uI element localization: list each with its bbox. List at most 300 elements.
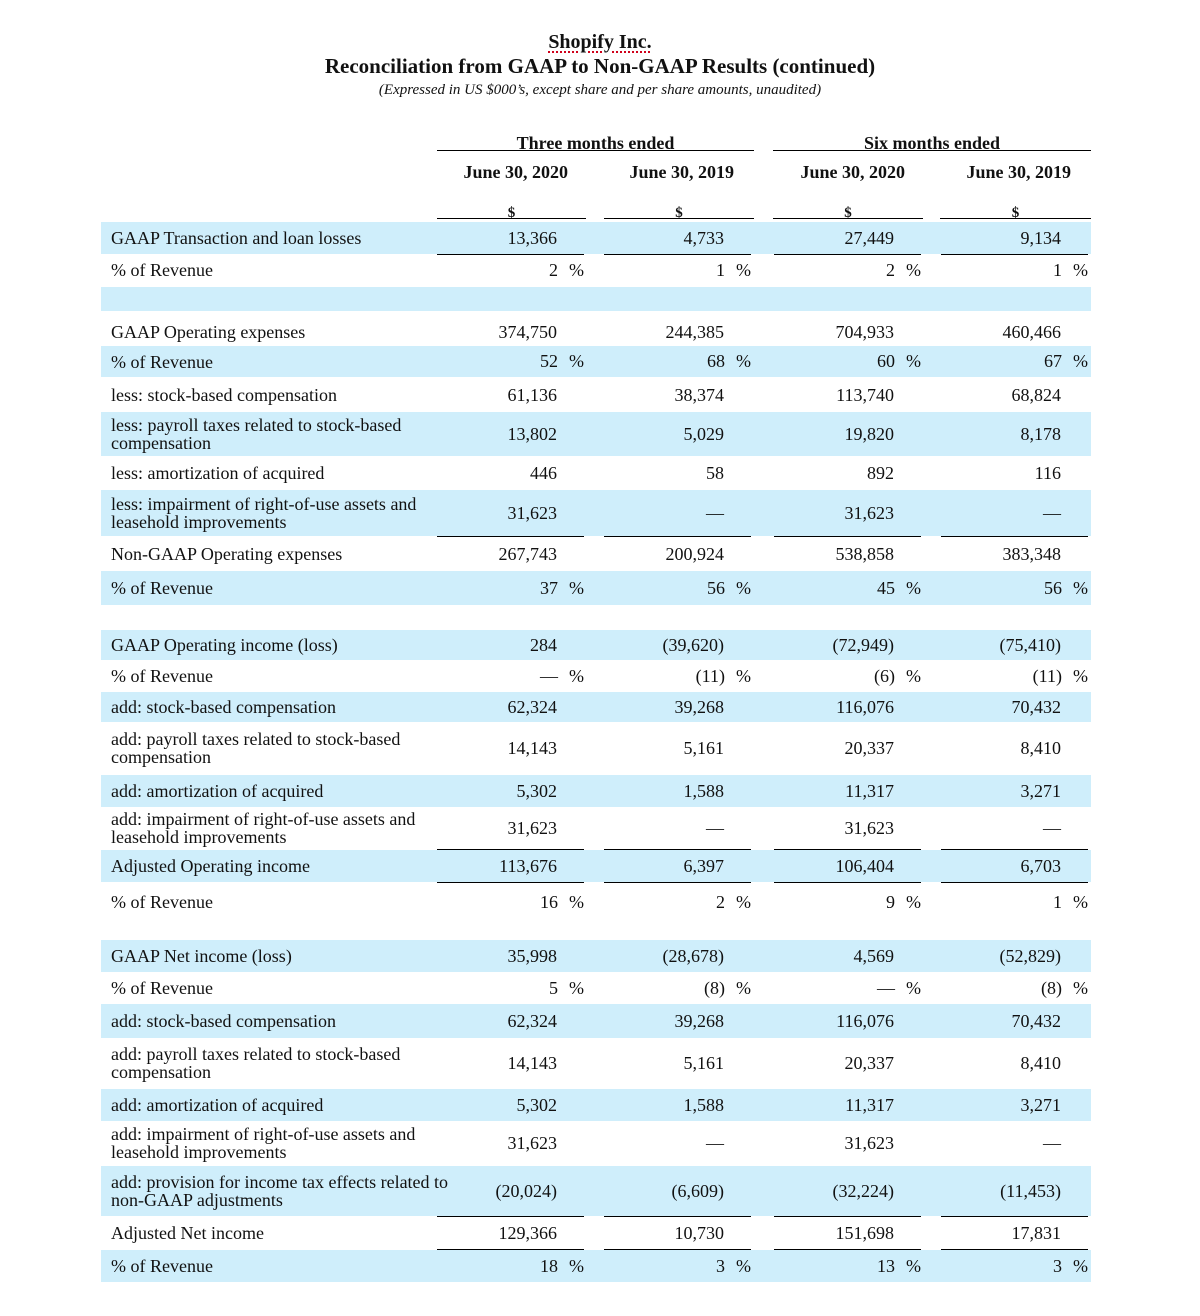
group-header-six-months: Six months ended: [773, 130, 1091, 151]
cell-value: —: [706, 502, 724, 523]
cell-value: 5,302: [516, 780, 557, 801]
cell-value: 5: [549, 977, 558, 998]
cell-value: 4,569: [853, 945, 894, 966]
value-cell: [604, 222, 751, 255]
row-label: add: payroll taxes related to stock-based compensation: [111, 1044, 401, 1082]
value-cell: [437, 807, 584, 850]
percent-sign: %: [1073, 977, 1088, 998]
row-label: less: amortization of acquired: [111, 463, 325, 483]
cell-value: 1: [716, 259, 725, 280]
row-label: GAAP Operating income (loss): [111, 635, 338, 655]
spacer-row: [101, 287, 1091, 311]
cell-value: (32,224): [832, 1180, 894, 1201]
row-label: add: impairment of right-of-use assets and leasehold improvements: [111, 1124, 416, 1162]
table-row: [101, 1166, 1091, 1216]
percent-sign: %: [569, 259, 584, 280]
value-cell: [774, 457, 921, 489]
cell-value: 9: [886, 891, 895, 912]
table-row: [101, 1217, 1091, 1249]
value-cell: [774, 882, 921, 922]
cell-value: 31,623: [507, 502, 557, 523]
cell-value: 20,337: [844, 737, 894, 758]
column-header: June 30, 2020: [463, 162, 568, 182]
value-cell: [604, 254, 751, 286]
percent-sign: %: [736, 259, 751, 280]
cell-value: 374,750: [498, 321, 557, 342]
cell-value: 9,134: [1020, 227, 1061, 248]
table-row: [101, 661, 1091, 691]
cell-value: (6,609): [671, 1180, 724, 1201]
cell-value: 31,623: [844, 502, 894, 523]
percent-sign: %: [569, 1255, 584, 1276]
cell-value: 37: [540, 577, 558, 598]
table-row: [101, 1089, 1091, 1121]
cell-value: 5,161: [683, 737, 724, 758]
percent-sign: %: [736, 977, 751, 998]
cell-value: 6,397: [683, 855, 724, 876]
cell-value: 538,858: [835, 543, 894, 564]
cell-value: (75,410): [999, 634, 1061, 655]
value-cell: [941, 346, 1088, 377]
cell-value: (8): [704, 977, 725, 998]
value-cell: [774, 571, 921, 605]
row-label: add: stock-based compensation: [111, 697, 336, 717]
value-cell: [941, 973, 1088, 1003]
percent-sign: %: [1073, 259, 1088, 280]
cell-value: 67: [1044, 351, 1062, 371]
currency-symbol: $: [604, 201, 754, 219]
value-cell: [437, 1250, 584, 1282]
value-cell: [774, 973, 921, 1003]
value-cell: [774, 1121, 921, 1165]
cell-value: 62,324: [507, 1010, 557, 1031]
currency-symbol: $: [437, 201, 586, 219]
table-row: [101, 692, 1091, 722]
value-cell: [604, 571, 751, 605]
cell-value: 3: [1053, 1255, 1062, 1276]
value-cell: [604, 1004, 751, 1038]
cell-value: 20,337: [844, 1052, 894, 1073]
table-row: [101, 490, 1091, 536]
percent-sign: %: [906, 665, 921, 686]
value-cell: [437, 287, 584, 311]
row-label: [111, 287, 451, 311]
value-cell: [437, 379, 584, 411]
value-cell: [604, 882, 751, 922]
percent-sign: %: [1073, 665, 1088, 686]
value-cell: [604, 1089, 751, 1121]
cell-value: 14,143: [507, 1052, 557, 1073]
cell-value: 2: [886, 259, 895, 280]
cell-value: 62,324: [507, 696, 557, 717]
value-cell: [604, 692, 751, 722]
value-cell: [774, 940, 921, 972]
cell-value: 1,588: [683, 1094, 724, 1115]
table-row: [101, 457, 1091, 489]
value-cell: [774, 775, 921, 807]
cell-value: 284: [530, 634, 557, 655]
value-cell: [774, 1004, 921, 1038]
table-row: [101, 379, 1091, 411]
value-cell: [604, 537, 751, 572]
value-cell: [941, 807, 1088, 850]
value-cell: [437, 973, 584, 1003]
value-cell: [774, 537, 921, 572]
currency-symbol: $: [773, 201, 923, 219]
cell-value: 13: [877, 1255, 895, 1276]
cell-value: 68,824: [1011, 384, 1061, 405]
cell-value: 39,268: [674, 696, 724, 717]
value-cell: [437, 222, 584, 255]
cell-value: 383,348: [1002, 543, 1061, 564]
cell-value: 8,410: [1020, 1052, 1061, 1073]
cell-value: 5,302: [516, 1094, 557, 1115]
percent-sign: %: [906, 259, 921, 280]
cell-value: (11,453): [1000, 1180, 1061, 1201]
value-cell: [941, 661, 1088, 691]
cell-value: (11): [695, 665, 725, 686]
cell-value: (8): [1041, 977, 1062, 998]
table-row: [101, 882, 1091, 922]
value-cell: [437, 1089, 584, 1121]
cell-value: (11): [1032, 665, 1062, 686]
table-row: [101, 1038, 1091, 1088]
table-row: [101, 775, 1091, 807]
value-cell: [774, 1217, 921, 1250]
value-cell: [604, 1166, 751, 1217]
cell-value: 70,432: [1011, 696, 1061, 717]
row-label: % of Revenue: [111, 666, 213, 686]
cell-value: 5,029: [683, 423, 724, 444]
value-cell: [774, 807, 921, 850]
table-row: [101, 537, 1091, 571]
value-cell: [437, 1166, 584, 1217]
value-cell: [941, 1121, 1088, 1165]
value-cell: [604, 940, 751, 972]
value-cell: [774, 379, 921, 411]
percent-sign: %: [906, 891, 921, 912]
row-label: % of Revenue: [111, 978, 213, 998]
percent-sign: %: [1073, 351, 1088, 371]
row-label: % of Revenue: [111, 1256, 213, 1276]
cell-value: (72,949): [832, 634, 894, 655]
value-cell: [437, 850, 584, 883]
value-cell: [774, 661, 921, 691]
value-cell: [941, 412, 1088, 456]
value-cell: [437, 722, 584, 774]
cell-value: 70,432: [1011, 1010, 1061, 1031]
value-cell: [941, 1217, 1088, 1250]
value-cell: [437, 346, 584, 377]
row-label: add: impairment of right-of-use assets and leasehold improvements: [111, 809, 416, 847]
table-row: [101, 722, 1091, 774]
column-header: June 30, 2019: [629, 162, 734, 182]
cell-value: 8,178: [1020, 423, 1061, 444]
row-label: add: payroll taxes related to stock-based compensation: [111, 729, 401, 767]
cell-value: 31,623: [507, 1132, 557, 1153]
cell-value: —: [706, 1132, 724, 1153]
value-cell: [437, 1121, 584, 1165]
table-row: [101, 1004, 1091, 1038]
currency-symbol: $: [940, 201, 1091, 219]
value-cell: [941, 537, 1088, 572]
percent-sign: %: [569, 977, 584, 998]
company-name: Shopify Inc.: [548, 31, 652, 53]
report-header: [0, 30, 1200, 101]
cell-value: 892: [867, 462, 894, 483]
cell-value: (6): [874, 665, 895, 686]
row-label: add: stock-based compensation: [111, 1011, 336, 1031]
percent-sign: %: [736, 665, 751, 686]
value-cell: [941, 850, 1088, 883]
value-cell: [774, 850, 921, 883]
value-cell: [774, 1038, 921, 1088]
percent-sign: %: [736, 351, 751, 371]
value-cell: [774, 287, 921, 311]
cell-value: 35,998: [507, 945, 557, 966]
percent-sign: %: [906, 577, 921, 598]
cell-value: (20,024): [495, 1180, 557, 1201]
cell-value: 5,161: [683, 1052, 724, 1073]
value-cell: [774, 1250, 921, 1282]
cell-value: 129,366: [498, 1222, 557, 1243]
value-cell: [604, 775, 751, 807]
percent-sign: %: [906, 1255, 921, 1276]
cell-value: 27,449: [844, 227, 894, 248]
value-cell: [941, 630, 1088, 660]
cell-value: 106,404: [835, 855, 894, 876]
value-cell: [437, 318, 584, 346]
value-cell: [941, 1089, 1088, 1121]
percent-sign: %: [1073, 891, 1088, 912]
cell-value: 116,076: [836, 1010, 894, 1031]
row-label: GAAP Operating expenses: [111, 322, 306, 342]
value-cell: [941, 940, 1088, 972]
value-cell: [437, 537, 584, 572]
value-cell: [604, 807, 751, 850]
table-row: [101, 254, 1091, 286]
cell-value: —: [540, 665, 558, 686]
value-cell: [437, 940, 584, 972]
value-cell: [941, 379, 1088, 411]
cell-value: 3,271: [1020, 780, 1061, 801]
cell-value: 113,676: [499, 855, 557, 876]
value-cell: [774, 1166, 921, 1217]
percent-sign: %: [1073, 1255, 1088, 1276]
row-label: add: amortization of acquired: [111, 781, 324, 801]
value-cell: [774, 254, 921, 286]
value-cell: [437, 254, 584, 286]
cell-value: 8,410: [1020, 737, 1061, 758]
value-cell: [941, 1166, 1088, 1217]
value-cell: [941, 1038, 1088, 1088]
table-row: [101, 571, 1091, 605]
value-cell: [604, 346, 751, 377]
value-cell: [941, 318, 1088, 346]
table-row: [101, 940, 1091, 972]
value-cell: [941, 1250, 1088, 1282]
table-row: [101, 630, 1091, 660]
table-row: [101, 346, 1091, 377]
table-row: [101, 318, 1091, 346]
value-cell: [604, 1038, 751, 1088]
row-label: Adjusted Net income: [111, 1223, 264, 1243]
row-label: % of Revenue: [111, 260, 213, 280]
cell-value: —: [706, 817, 724, 838]
percent-sign: %: [1073, 577, 1088, 598]
value-cell: [941, 882, 1088, 922]
value-cell: [941, 722, 1088, 774]
value-cell: [604, 490, 751, 537]
row-label: less: impairment of right-of-use assets and leasehold improvements: [111, 494, 417, 532]
cell-value: 56: [1044, 577, 1062, 598]
value-cell: [774, 490, 921, 537]
cell-value: 45: [877, 577, 895, 598]
percent-sign: %: [906, 351, 921, 371]
row-label: GAAP Net income (loss): [111, 946, 292, 966]
cell-value: 200,924: [665, 543, 724, 564]
table-row: [101, 222, 1091, 254]
value-cell: [774, 630, 921, 660]
row-label: add: amortization of acquired: [111, 1095, 324, 1115]
cell-value: 14,143: [507, 737, 557, 758]
row-label: % of Revenue: [111, 578, 213, 598]
value-cell: [437, 1038, 584, 1088]
table-row: [101, 1121, 1091, 1165]
cell-value: 17,831: [1011, 1222, 1061, 1243]
row-label: GAAP Transaction and loan losses: [111, 228, 362, 248]
percent-sign: %: [569, 891, 584, 912]
value-cell: [604, 850, 751, 883]
cell-value: 460,466: [1002, 321, 1061, 342]
value-cell: [774, 318, 921, 346]
value-cell: [437, 775, 584, 807]
value-cell: [941, 490, 1088, 537]
cell-value: —: [1043, 817, 1061, 838]
cell-value: 58: [706, 462, 724, 483]
percent-sign: %: [906, 977, 921, 998]
percent-sign: %: [569, 665, 584, 686]
cell-value: (52,829): [999, 945, 1061, 966]
cell-value: 11,317: [845, 1094, 894, 1115]
cell-value: 3,271: [1020, 1094, 1061, 1115]
value-cell: [941, 692, 1088, 722]
value-cell: [774, 346, 921, 377]
cell-value: 31,623: [844, 817, 894, 838]
percent-sign: %: [736, 577, 751, 598]
value-cell: [604, 722, 751, 774]
value-cell: [437, 1217, 584, 1250]
row-label: Adjusted Operating income: [111, 856, 310, 876]
report-title: Reconciliation from GAAP to Non-GAAP Results (continued): [324, 54, 876, 78]
cell-value: 38,374: [674, 384, 724, 405]
cell-value: 4,733: [683, 227, 724, 248]
value-cell: [774, 692, 921, 722]
value-cell: [774, 222, 921, 255]
table-row: [101, 412, 1091, 456]
value-cell: [604, 630, 751, 660]
value-cell: [437, 661, 584, 691]
value-cell: [437, 412, 584, 456]
value-cell: [941, 571, 1088, 605]
value-cell: [604, 661, 751, 691]
cell-value: 704,933: [835, 321, 894, 342]
table-row: [101, 807, 1091, 849]
cell-value: —: [1043, 1132, 1061, 1153]
cell-value: 446: [530, 462, 557, 483]
cell-value: 52: [540, 351, 558, 371]
row-label: % of Revenue: [111, 892, 213, 912]
cell-value: 1,588: [683, 780, 724, 801]
cell-value: 68: [707, 351, 725, 371]
value-cell: [437, 1004, 584, 1038]
percent-sign: %: [569, 577, 584, 598]
value-cell: [774, 1089, 921, 1121]
value-cell: [941, 287, 1088, 311]
value-cell: [774, 412, 921, 456]
value-cell: [437, 457, 584, 489]
cell-value: 16: [540, 891, 558, 912]
value-cell: [437, 571, 584, 605]
cell-value: 31,623: [507, 817, 557, 838]
row-label: less: stock-based compensation: [111, 385, 337, 405]
cell-value: 56: [707, 577, 725, 598]
cell-value: 244,385: [665, 321, 724, 342]
value-cell: [437, 882, 584, 922]
cell-value: 19,820: [844, 423, 894, 444]
cell-value: 6,703: [1020, 855, 1061, 876]
value-cell: [604, 457, 751, 489]
cell-value: 151,698: [835, 1222, 894, 1243]
table-row: [101, 973, 1091, 1003]
value-cell: [941, 775, 1088, 807]
value-cell: [941, 457, 1088, 489]
cell-value: 13,802: [507, 423, 557, 444]
value-cell: [941, 222, 1088, 255]
table-row: [101, 850, 1091, 882]
cell-value: 10,730: [674, 1222, 724, 1243]
value-cell: [941, 254, 1088, 286]
group-header-three-months: Three months ended: [437, 130, 754, 151]
value-cell: [604, 287, 751, 311]
cell-value: 113,740: [836, 384, 894, 405]
value-cell: [604, 1217, 751, 1250]
cell-value: 116: [1034, 462, 1061, 483]
cell-value: (28,678): [662, 945, 724, 966]
value-cell: [437, 630, 584, 660]
column-header: June 30, 2019: [966, 162, 1071, 182]
value-cell: [604, 1250, 751, 1282]
value-cell: [604, 318, 751, 346]
cell-value: 11,317: [845, 780, 894, 801]
cell-value: 1: [1053, 891, 1062, 912]
cell-value: 60: [877, 351, 895, 371]
value-cell: [437, 490, 584, 537]
percent-sign: %: [736, 891, 751, 912]
cell-value: 2: [716, 891, 725, 912]
cell-value: 31,623: [844, 1132, 894, 1153]
cell-value: 61,136: [507, 384, 557, 405]
percent-sign: %: [736, 1255, 751, 1276]
value-cell: [604, 412, 751, 456]
value-cell: [941, 1004, 1088, 1038]
value-cell: [604, 1121, 751, 1165]
cell-value: 39,268: [674, 1010, 724, 1031]
percent-sign: %: [569, 351, 584, 371]
column-header: June 30, 2020: [800, 162, 905, 182]
value-cell: [604, 973, 751, 1003]
value-cell: [774, 722, 921, 774]
